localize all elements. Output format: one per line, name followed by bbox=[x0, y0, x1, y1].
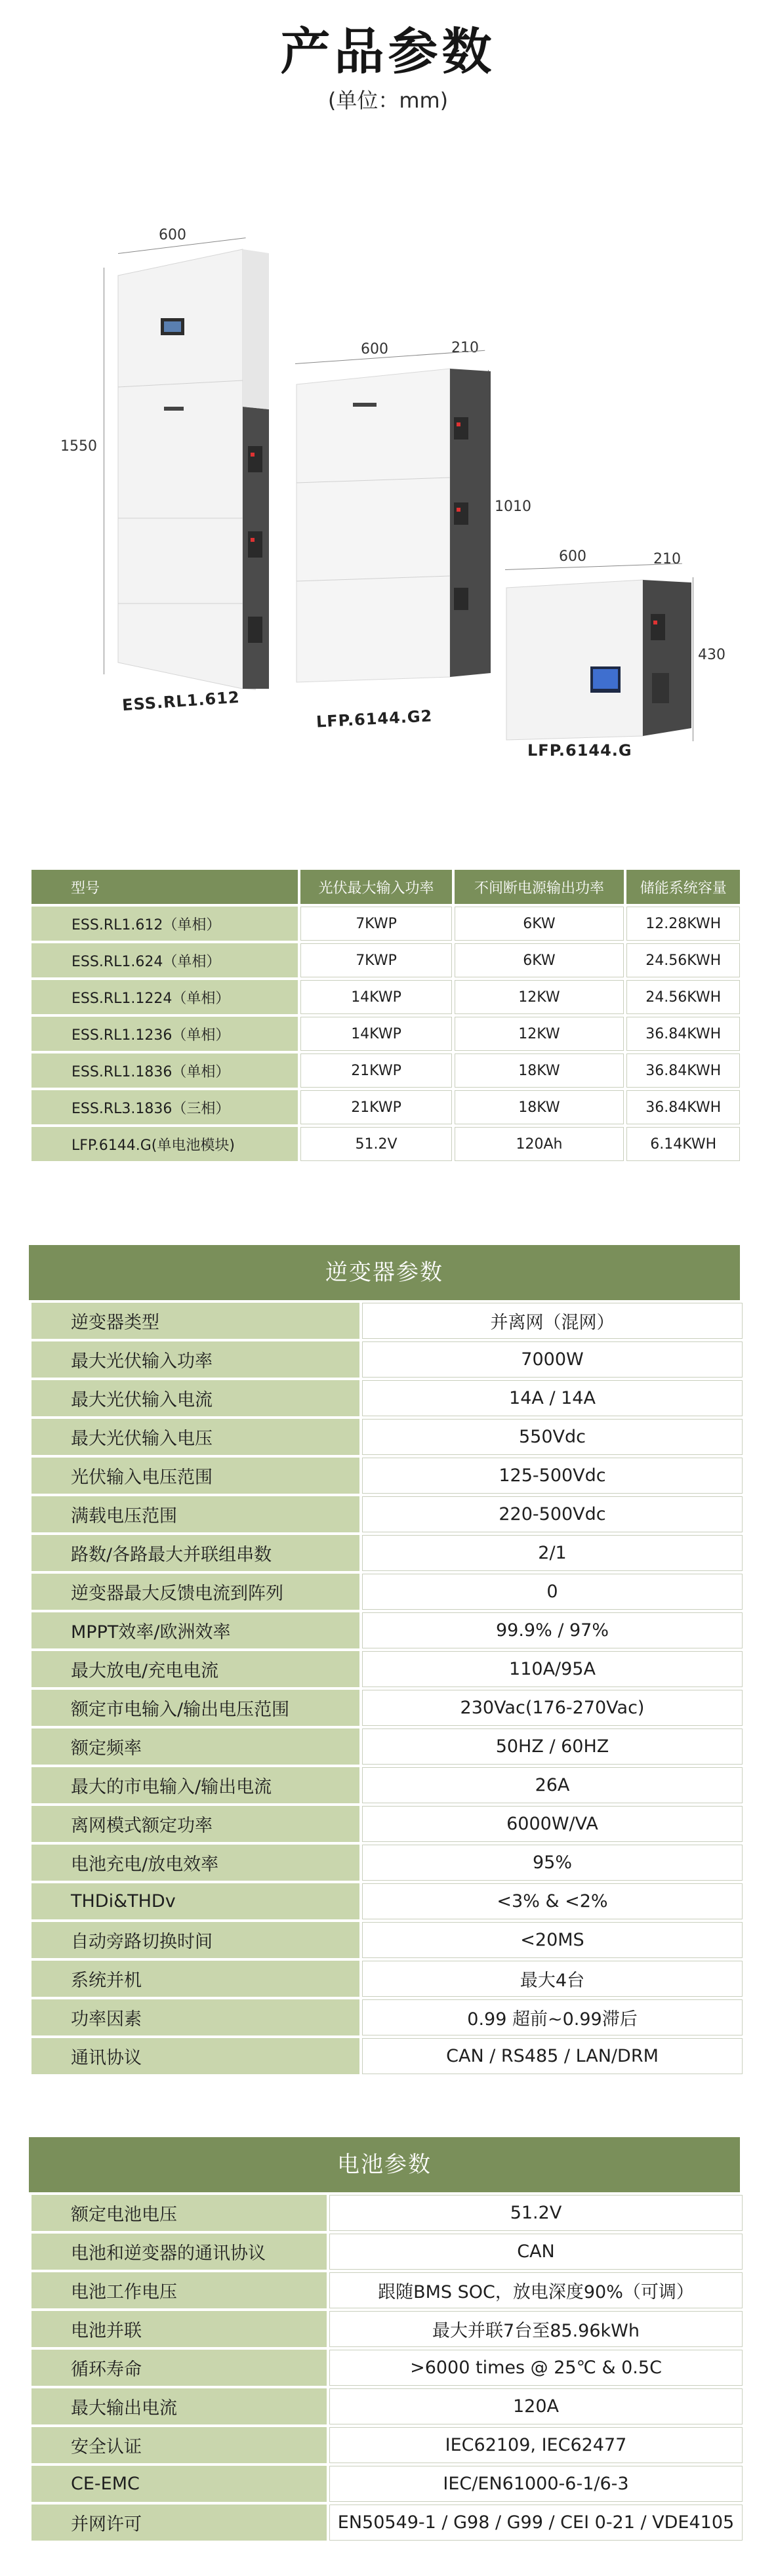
spec-value: CAN bbox=[329, 2234, 743, 2270]
product-illustration bbox=[0, 210, 776, 800]
dim-height-3: 430 bbox=[698, 647, 725, 663]
ups-power-cell: 12KW bbox=[455, 980, 624, 1014]
spec-row bbox=[31, 2466, 743, 2502]
spec-row bbox=[31, 1999, 743, 2035]
table-row bbox=[31, 1090, 740, 1124]
spec-label: 满载电压范围 bbox=[31, 1496, 359, 1532]
spec-row bbox=[31, 1574, 743, 1610]
dim-depth-2: 210 bbox=[451, 340, 479, 356]
spec-value: 99.9% / 97% bbox=[362, 1612, 743, 1648]
spec-value: CAN / RS485 / LAN/DRM bbox=[362, 2038, 743, 2074]
spec-value: 并离网（混网） bbox=[362, 1303, 743, 1339]
spec-row bbox=[31, 1651, 743, 1687]
spec-value: 125-500Vdc bbox=[362, 1458, 743, 1494]
battery-section-title: 电池参数 bbox=[29, 2137, 740, 2192]
spec-value: 120A bbox=[329, 2388, 743, 2424]
ups-power-cell: 6KW bbox=[455, 907, 624, 941]
spec-label: 路数/各路最大并联组串数 bbox=[31, 1535, 359, 1571]
spec-row bbox=[31, 2311, 743, 2347]
lfp-g-cabinet bbox=[505, 575, 702, 745]
spec-value: 最大4台 bbox=[362, 1961, 743, 1997]
page-title: 产品参数 bbox=[280, 22, 496, 81]
spec-value: IEC/EN61000-6-1/6-3 bbox=[329, 2466, 743, 2502]
inverter-spec-table bbox=[29, 1300, 745, 2077]
spec-row bbox=[31, 1690, 743, 1726]
dim-line bbox=[295, 350, 485, 364]
spec-row bbox=[31, 2427, 743, 2463]
table-row bbox=[31, 943, 740, 977]
spec-value: 14A / 14A bbox=[362, 1380, 743, 1416]
spec-row bbox=[31, 1612, 743, 1648]
table-row bbox=[31, 1017, 740, 1051]
spec-label: 电池并联 bbox=[31, 2311, 327, 2347]
spec-value: 2/1 bbox=[362, 1535, 743, 1571]
table-row bbox=[31, 980, 740, 1014]
spec-value: 220-500Vdc bbox=[362, 1496, 743, 1532]
spec-value: 最大并联7台至85.96kWh bbox=[329, 2311, 743, 2347]
spec-label: 电池充电/放电效率 bbox=[31, 1845, 359, 1881]
dim-width-1: 600 bbox=[159, 227, 186, 243]
spec-label: 系统并机 bbox=[31, 1961, 359, 1997]
model-label-2: LFP.6144.G2 bbox=[316, 706, 433, 731]
model-cell: ESS.RL1.612（单相） bbox=[31, 907, 298, 941]
spec-label: 最大放电/充电电流 bbox=[31, 1651, 359, 1687]
spec-label: 安全认证 bbox=[31, 2427, 327, 2463]
spec-value: <20MS bbox=[362, 1922, 743, 1958]
capacity-cell: 6.14KWH bbox=[626, 1127, 740, 1161]
pv-power-cell: 14KWP bbox=[300, 980, 451, 1014]
spec-row bbox=[31, 1341, 743, 1378]
spec-row bbox=[31, 1303, 743, 1339]
spec-label: 离网模式额定功率 bbox=[31, 1806, 359, 1842]
spec-row bbox=[31, 2350, 743, 2386]
spec-label: 额定频率 bbox=[31, 1728, 359, 1765]
ups-power-cell: 18KW bbox=[455, 1090, 624, 1124]
model-cell: ESS.RL1.1224（单相） bbox=[31, 980, 298, 1014]
lfp-g2-cabinet bbox=[294, 365, 497, 686]
spec-label: CE-EMC bbox=[31, 2466, 327, 2502]
spec-value: 95% bbox=[362, 1845, 743, 1881]
battery-spec-table bbox=[29, 2192, 745, 2543]
spec-label: 逆变器最大反馈电流到阵列 bbox=[31, 1574, 359, 1610]
spec-value: 7000W bbox=[362, 1341, 743, 1378]
capacity-cell: 24.56KWH bbox=[626, 943, 740, 977]
spec-row bbox=[31, 1806, 743, 1842]
dim-height-2: 1010 bbox=[495, 499, 531, 515]
spec-row bbox=[31, 1767, 743, 1803]
capacity-cell: 36.84KWH bbox=[626, 1090, 740, 1124]
spec-label: 通讯协议 bbox=[31, 2038, 359, 2074]
spec-row bbox=[31, 2388, 743, 2424]
spec-row bbox=[31, 1961, 743, 1997]
spec-value: 26A bbox=[362, 1767, 743, 1803]
capacity-cell: 24.56KWH bbox=[626, 980, 740, 1014]
spec-row bbox=[31, 1535, 743, 1571]
summary-header: 光伏最大输入功率 bbox=[300, 870, 451, 904]
spec-label: 最大光伏输入功率 bbox=[31, 1341, 359, 1378]
spec-value: EN50549-1 / G98 / G99 / CEI 0-21 / VDE4105 bbox=[329, 2504, 743, 2541]
spec-row bbox=[31, 1496, 743, 1532]
spec-label: 并网许可 bbox=[31, 2504, 327, 2541]
spec-label: 额定市电输入/输出电压范围 bbox=[31, 1690, 359, 1726]
spec-row bbox=[31, 1380, 743, 1416]
spec-label: 最大的市电输入/输出电流 bbox=[31, 1767, 359, 1803]
table-row bbox=[31, 1053, 740, 1088]
ups-power-cell: 6KW bbox=[455, 943, 624, 977]
spec-label: 最大光伏输入电压 bbox=[31, 1419, 359, 1455]
spec-row bbox=[31, 1845, 743, 1881]
spec-row bbox=[31, 1883, 743, 1919]
spec-row bbox=[31, 2195, 743, 2231]
spec-value: 550Vdc bbox=[362, 1419, 743, 1455]
spec-value: IEC62109, IEC62477 bbox=[329, 2427, 743, 2463]
spec-label: 电池和逆变器的通讯协议 bbox=[31, 2234, 327, 2270]
spec-value: 跟随BMS SOC，放电深度90%（可调） bbox=[329, 2272, 743, 2308]
ups-power-cell: 120Ah bbox=[455, 1127, 624, 1161]
summary-header: 不间断电源输出功率 bbox=[455, 870, 624, 904]
spec-label: 光伏输入电压范围 bbox=[31, 1458, 359, 1494]
spec-label: MPPT效率/欧洲效率 bbox=[31, 1612, 359, 1648]
spec-row bbox=[31, 1922, 743, 1958]
model-cell: LFP.6144.G(单电池模块) bbox=[31, 1127, 298, 1161]
spec-value: 0 bbox=[362, 1574, 743, 1610]
spec-row bbox=[31, 1458, 743, 1494]
spec-label: 逆变器类型 bbox=[31, 1303, 359, 1339]
spec-label: 电池工作电压 bbox=[31, 2272, 327, 2308]
dim-height-1: 1550 bbox=[60, 438, 97, 455]
table-row bbox=[31, 1127, 740, 1161]
summary-header: 储能系统容量 bbox=[626, 870, 740, 904]
pv-power-cell: 7KWP bbox=[300, 943, 451, 977]
spec-label: THDi&THDv bbox=[31, 1883, 359, 1919]
inverter-section-title: 逆变器参数 bbox=[29, 1245, 740, 1300]
model-cell: ESS.RL1.1836（单相） bbox=[31, 1053, 298, 1088]
spec-value: 110A/95A bbox=[362, 1651, 743, 1687]
spec-label: 功率因素 bbox=[31, 1999, 359, 2035]
spec-label: 循环寿命 bbox=[31, 2350, 327, 2386]
spec-value: >6000 times @ 25℃ & 0.5C bbox=[329, 2350, 743, 2386]
pv-power-cell: 21KWP bbox=[300, 1053, 451, 1088]
spec-value: 51.2V bbox=[329, 2195, 743, 2231]
spec-label: 最大光伏输入电流 bbox=[31, 1380, 359, 1416]
ess-cabinet bbox=[112, 236, 276, 695]
spec-value: <3% & <2% bbox=[362, 1883, 743, 1919]
capacity-cell: 12.28KWH bbox=[626, 907, 740, 941]
spec-value: 230Vac(176-270Vac) bbox=[362, 1690, 743, 1726]
summary-header: 型号 bbox=[31, 870, 298, 904]
model-label-3: LFP.6144.G bbox=[527, 741, 632, 760]
model-label-1: ESS.RL1.612 bbox=[121, 687, 241, 715]
spec-row bbox=[31, 2234, 743, 2270]
summary-header-row bbox=[31, 870, 740, 904]
spec-label: 额定电池电压 bbox=[31, 2195, 327, 2231]
spec-label: 自动旁路切换时间 bbox=[31, 1922, 359, 1958]
summary-table bbox=[29, 867, 743, 1164]
ups-power-cell: 18KW bbox=[455, 1053, 624, 1088]
capacity-cell: 36.84KWH bbox=[626, 1017, 740, 1051]
spec-label: 最大输出电流 bbox=[31, 2388, 327, 2424]
pv-power-cell: 51.2V bbox=[300, 1127, 451, 1161]
dim-depth-3: 210 bbox=[653, 551, 681, 567]
pv-power-cell: 14KWP bbox=[300, 1017, 451, 1051]
spec-value: 6000W/VA bbox=[362, 1806, 743, 1842]
pv-power-cell: 7KWP bbox=[300, 907, 451, 941]
spec-row bbox=[31, 1728, 743, 1765]
pv-power-cell: 21KWP bbox=[300, 1090, 451, 1124]
model-cell: ESS.RL1.624（单相） bbox=[31, 943, 298, 977]
spec-value: 50HZ / 60HZ bbox=[362, 1728, 743, 1765]
unit-note: (单位：mm) bbox=[327, 88, 449, 113]
table-row bbox=[31, 907, 740, 941]
model-cell: ESS.RL1.1236（单相） bbox=[31, 1017, 298, 1051]
capacity-cell: 36.84KWH bbox=[626, 1053, 740, 1088]
spec-row bbox=[31, 1419, 743, 1455]
model-cell: ESS.RL3.1836（三相） bbox=[31, 1090, 298, 1124]
spec-value: 0.99 超前~0.99滞后 bbox=[362, 1999, 743, 2035]
dim-width-3: 600 bbox=[559, 548, 586, 565]
ups-power-cell: 12KW bbox=[455, 1017, 624, 1051]
dim-width-2: 600 bbox=[361, 341, 388, 358]
spec-row bbox=[31, 2038, 743, 2074]
spec-row bbox=[31, 2504, 743, 2541]
spec-row bbox=[31, 2272, 743, 2308]
